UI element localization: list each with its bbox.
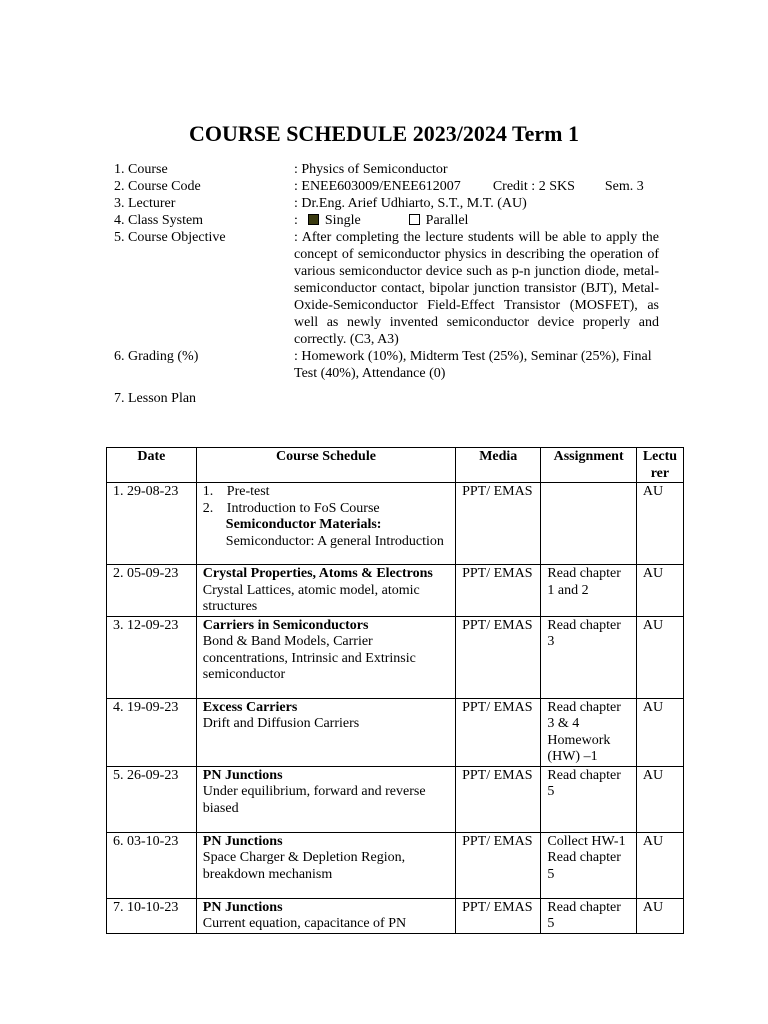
- info-class-system: [114, 212, 659, 229]
- document-title: COURSE SCHEDULE 2023/2024 Term 1: [189, 121, 579, 146]
- table-row: [107, 698, 684, 766]
- objective-value: : After completing the lecture students will be able to apply the concept of semiconductor physics in describing the operation of various semiconductor device such as p-n junction diode, metal-semiconductor contact, bipolar junction transistor (BJT), Metal-Oxide-Semiconductor Field-Effect Transistor (MOSFET), as well as newly invented semiconductor device properly and correctly. (C3, A3): [294, 230, 659, 347]
- cell-schedule: [196, 832, 455, 898]
- cell-schedule: [196, 698, 455, 766]
- info-code: [114, 178, 659, 195]
- cell-schedule: [196, 483, 455, 565]
- checked-box-icon: [308, 214, 319, 225]
- topic-desc: Semiconductor: A general Introduction: [225, 533, 444, 549]
- code-label: 2. Course Code: [114, 179, 201, 194]
- cell-date: 5. 26-09-23: [107, 766, 197, 832]
- header-schedule: Course Schedule: [196, 448, 455, 483]
- cell-lecturer: AU: [636, 766, 683, 832]
- lesson-plan-table: [106, 447, 684, 934]
- cell-media: PPT/ EMAS: [456, 565, 541, 617]
- table-header-row: [107, 448, 684, 483]
- info-objective: [114, 229, 659, 348]
- cell-date: 1. 29-08-23: [107, 483, 197, 565]
- header-lecturer: Lectu rer: [636, 448, 683, 483]
- cell-lecturer: AU: [636, 565, 683, 617]
- info-lesson-plan: [114, 390, 659, 407]
- lecturer-label: 3. Lecturer: [114, 196, 176, 211]
- cell-date: 4. 19-09-23: [107, 698, 197, 766]
- cell-lecturer: AU: [636, 832, 683, 898]
- cell-media: PPT/ EMAS: [456, 832, 541, 898]
- cell-assignment: Read chapter 5: [541, 898, 636, 933]
- topic-title: Semiconductor Materials:: [225, 517, 382, 532]
- cell-schedule: [196, 565, 455, 617]
- cell-schedule: [196, 766, 455, 832]
- cell-media: PPT/ EMAS: [456, 898, 541, 933]
- info-lecturer: [114, 195, 659, 212]
- header-assignment: Assignment: [541, 448, 636, 483]
- topic-title: PN Junctions: [202, 899, 283, 915]
- class-system-prefix: :: [294, 213, 298, 228]
- topic-desc: Drift and Diffusion Carriers: [202, 716, 360, 731]
- grading-value: : Homework (10%), Midterm Test (25%), Seminar (25%), Final Test (40%), Attendance (0): [294, 349, 652, 381]
- topic-title: PN Junctions: [202, 767, 283, 783]
- topic-title: Excess Carriers: [202, 699, 298, 715]
- cell-media: PPT/ EMAS: [456, 766, 541, 832]
- topic-title: Crystal Properties, Atoms & Electrons: [202, 566, 433, 581]
- lesson-plan-label: 7. Lesson Plan: [114, 391, 197, 406]
- list-item: 1. Pre-test: [202, 484, 270, 499]
- topic-desc: Bond & Band Models, Carrier concentrations, Intrinsic and Extrinsic semiconductor: [202, 634, 416, 682]
- cell-assignment: Read chapter 1 and 2: [541, 565, 636, 617]
- cell-date: 6. 03-10-23: [107, 832, 197, 898]
- grading-label: 6. Grading (%): [114, 349, 199, 364]
- cell-lecturer: AU: [636, 616, 683, 698]
- cell-assignment: Collect HW-1 Read chapter 5: [541, 832, 636, 898]
- topic-desc: Current equation, capacitance of PN: [202, 916, 407, 931]
- cell-assignment: Read chapter 3 & 4 Homework (HW) –1: [541, 698, 636, 766]
- cell-date: 2. 05-09-23: [107, 565, 197, 617]
- table-row: [107, 766, 684, 832]
- credit-value: Credit : 2 SKS: [492, 179, 575, 194]
- course-value: : Physics of Semiconductor: [294, 162, 448, 177]
- cell-date: 3. 12-09-23: [107, 616, 197, 698]
- topic-desc: Under equilibrium, forward and reverse biased: [202, 784, 426, 816]
- table-row: [107, 616, 684, 698]
- header-media: Media: [456, 448, 541, 483]
- cell-date: 7. 10-10-23: [107, 898, 197, 933]
- list-item: 2. Introduction to FoS Course: [202, 500, 380, 516]
- topic-title: PN Junctions: [202, 833, 283, 849]
- table-row: [107, 565, 684, 617]
- table-row: [107, 483, 684, 565]
- cell-assignment: Read chapter 5: [541, 766, 636, 832]
- class-system-label: 4. Class System: [114, 213, 204, 228]
- single-option: Single: [324, 213, 361, 228]
- cell-media: PPT/ EMAS: [456, 616, 541, 698]
- unchecked-box-icon: [409, 214, 420, 225]
- lecturer-value: : Dr.Eng. Arief Udhiarto, S.T., M.T. (AU): [294, 196, 527, 211]
- cell-schedule: [196, 616, 455, 698]
- parallel-option: Parallel: [425, 213, 469, 228]
- table-row: [107, 832, 684, 898]
- numbered-list: [203, 484, 449, 517]
- cell-media: PPT/ EMAS: [456, 483, 541, 565]
- cell-lecturer: AU: [636, 483, 683, 565]
- info-grading: [114, 348, 659, 382]
- topic-desc: Crystal Lattices, atomic model, atomic structures: [202, 582, 420, 614]
- cell-assignment: Read chapter 3: [541, 616, 636, 698]
- cell-schedule: [196, 898, 455, 933]
- cell-media: PPT/ EMAS: [456, 698, 541, 766]
- code-value: : ENEE603009/ENEE612007: [294, 179, 461, 194]
- cell-assignment: [541, 483, 636, 565]
- course-info: [114, 161, 659, 407]
- cell-lecturer: AU: [636, 698, 683, 766]
- course-label: 1. Course: [114, 162, 168, 177]
- table-row: [107, 898, 684, 933]
- cell-lecturer: AU: [636, 898, 683, 933]
- info-course: [114, 161, 659, 178]
- objective-label: 5. Course Objective: [114, 230, 226, 245]
- topic-desc: Space Charger & Depletion Region, breakdown mechanism: [202, 850, 406, 882]
- topic-title: Carriers in Semiconductors: [202, 617, 369, 633]
- header-date: Date: [107, 448, 197, 483]
- semester-value: Sem. 3: [604, 179, 644, 194]
